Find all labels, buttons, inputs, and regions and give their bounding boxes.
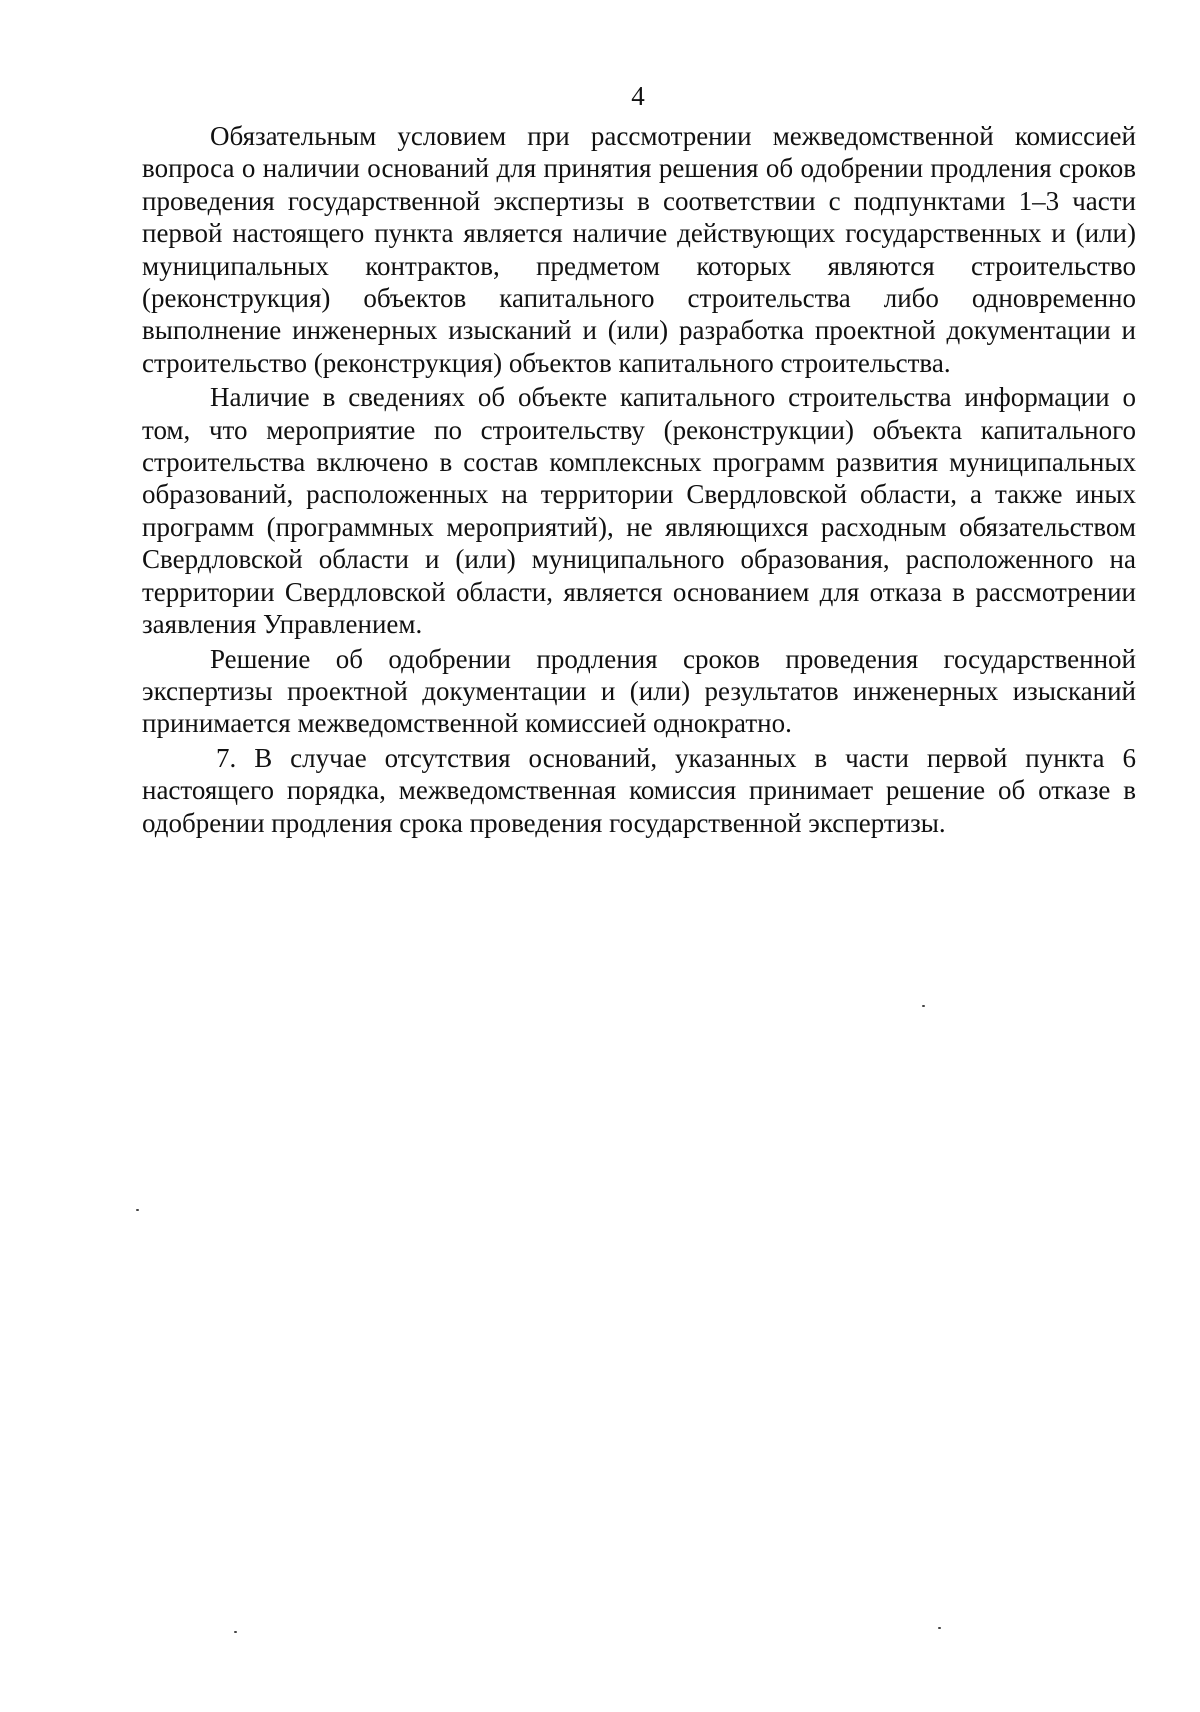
paragraph-item-7: 7. В случае отсутствия оснований, указанных в части первой пункта 6 настоящего порядка, межведомственная комиссия принимает решение об отказе в одобрении продления срока проведения государственной экспертизы. — [142, 742, 1136, 838]
paragraph-refusal-grounds: Наличие в сведениях об объекте капитального строительства информации о том, что мероприятие по строительству (реконструкции) объекта капитального строительства включено в состав комплексных программ развития муниципальных образований, расположенных на территории Свердловской области, а также иных программ (программных мероприятий), не являющихся расходным обязательством Свердловской области и (или) муниципального образования, расположенного на территории Свердловской области, является основанием для отказа в рассмотрении заявления Управлением. — [142, 382, 1136, 640]
page-number: 4 — [631, 81, 645, 111]
document-body — [142, 120, 1136, 839]
scan-speck — [938, 1627, 941, 1629]
scan-speck — [922, 1005, 925, 1007]
paragraph-one-time-approval: Решение об одобрении продления сроков проведения государственной экспертизы проектной документации и (или) результатов инженерных изысканий принимается межведомственной комиссией однократно. — [142, 643, 1136, 739]
scan-speck — [234, 1631, 237, 1633]
scan-speck — [136, 1209, 139, 1211]
paragraph-mandatory-condition: Обязательным условием при рассмотрении межведомственной комиссией вопроса о наличии оснований для принятия решения об одобрении продления сроков проведения государственной экспертизы в соответствии с подпунктами 1–3 части первой настоящего пункта является наличие действующих государственных и (или) муниципальных контрактов, предметом которых являются строительство (реконструкция) объектов капитального строительства либо одновременно выполнение инженерных изысканий и (или) разработка проектной документации и строительство (реконструкция) объектов капитального строительства. — [142, 121, 1136, 378]
